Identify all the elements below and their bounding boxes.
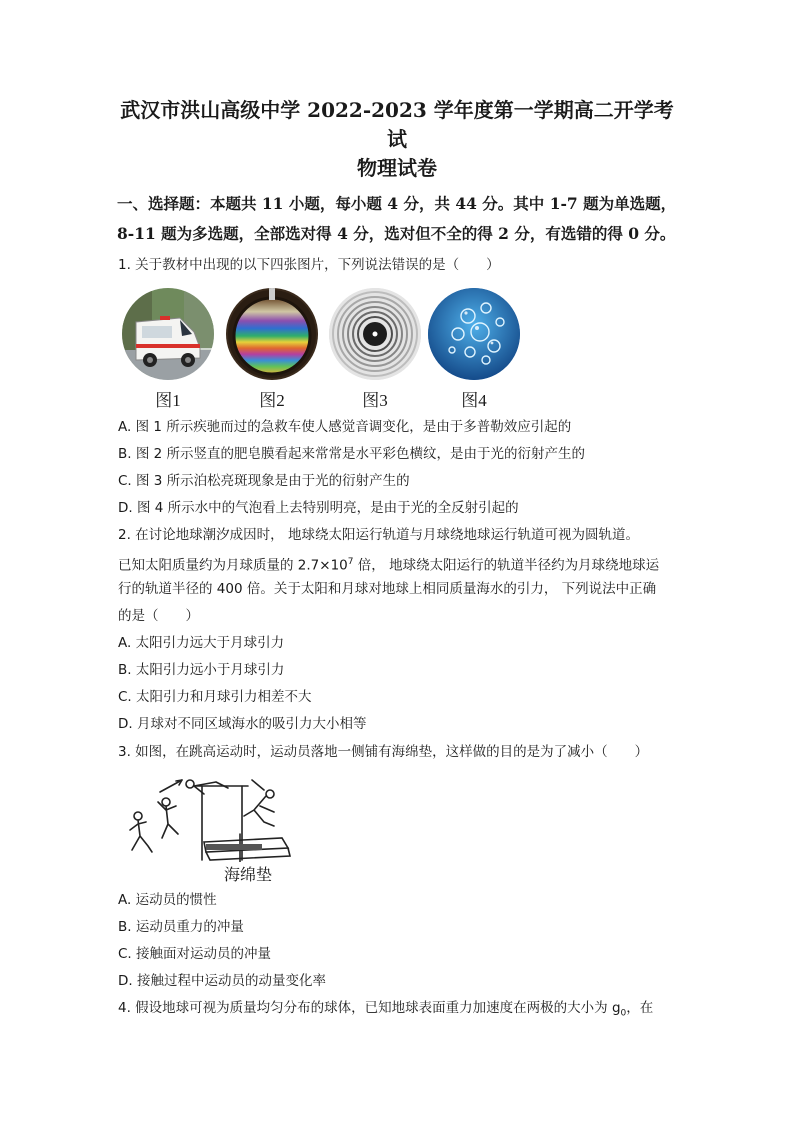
q3-stem: 3. 如图，在跳高运动时，运动员落地一侧铺有海绵垫，这样做的目的是为了减小（ ） (118, 744, 649, 760)
q1-option-a: A. 图 1 所示疾驰而过的急救车使人感觉音调变化，是由于多普勒效应引起的 (118, 419, 572, 435)
q4-stem-line1 (118, 999, 688, 1023)
figure2-caption: 图2 (259, 391, 285, 410)
q4-stem-part2: ，在 (626, 1000, 654, 1016)
exam-title-line2: 试 (387, 127, 407, 151)
q2-option-c: C. 太阳引力和月球引力相差不大 (118, 689, 312, 705)
q4-subscript: 0 (620, 1008, 627, 1019)
q3-option-b: B. 运动员重力的冲量 (118, 919, 244, 935)
q2-option-b: B. 太阳引力远小于月球引力 (118, 662, 285, 678)
bubbles-image (428, 288, 520, 380)
q3-option-a: A. 运动员的惯性 (118, 892, 217, 908)
q2-stem-line1: 2. 在讨论地球潮汐成因时， 地球绕太阳运行轨道与月球绕地球运行轨道可视为圆轨道。 (118, 527, 639, 543)
figure1-caption: 图1 (155, 391, 181, 410)
q1-option-b: B. 图 2 所示竖直的肥皂膜看起来常常是水平彩色横纹，是由于光的衍射产生的 (118, 446, 586, 462)
high-jump-figure (124, 772, 294, 882)
q2-stem-line4: 的是（ ） (118, 608, 199, 624)
ambulance-image (122, 288, 214, 380)
q2-option-a: A. 太阳引力远大于月球引力 (118, 635, 285, 651)
exam-title-line1: 武汉市洪山高级中学 2022-2023 学年度第一学期高二开学考 (120, 98, 674, 122)
q2-stem-line2 (118, 553, 688, 575)
q3-option-d: D. 接触过程中运动员的动量变化率 (118, 973, 326, 989)
figure4-caption: 图4 (461, 391, 487, 410)
q2-stem-line3: 行的轨道半径的 400 倍。关于太阳和月球对地球上相同质量海水的引力， 下列说法中正确 (118, 581, 657, 597)
q1-stem: 1. 关于教材中出现的以下四张图片，下列说法错误的是（ ） (118, 257, 500, 273)
q1-option-d: D. 图 4 所示水中的气泡看上去特别明亮，是由于光的全反射引起的 (118, 500, 519, 516)
sponge-mat-label: 海绵垫 (224, 867, 273, 884)
exam-subtitle: 物理试卷 (357, 156, 437, 180)
q3-option-c: C. 接触面对运动员的冲量 (118, 946, 272, 962)
q1-option-c: C. 图 3 所示泊松亮斑现象是由于光的衍射产生的 (118, 473, 410, 489)
section-instructions-line1: 一、选择题：本题共 11 小题，每小题 4 分，共 44 分。其中 1-7 题为单选题， (117, 194, 677, 213)
q4-stem-part1: 4. 假设地球可视为质量均匀分布的球体，已知地球表面重力加速度在两极的大小为 g (118, 1000, 621, 1016)
section-instructions-line2: 8-11 题为多选题，全部选对得 4 分，选对但不全的得 2 分，有选错的得 0 分。 (117, 224, 676, 243)
figure3-caption: 图3 (362, 391, 388, 410)
high-jump-drawing (124, 772, 294, 862)
soap-film-image (226, 288, 318, 380)
q2-exponent: 7 (347, 557, 354, 567)
q2-option-d: D. 月球对不同区域海水的吸引力大小相等 (118, 716, 367, 732)
q2-stem-line2-part1: 已知太阳质量约为月球质量的 2.7×10 (118, 557, 348, 574)
poisson-spot-image (329, 288, 421, 380)
q2-stem-line2-part2: 倍， 地球绕太阳运行的轨道半径约为月球绕地球运 (353, 557, 660, 574)
